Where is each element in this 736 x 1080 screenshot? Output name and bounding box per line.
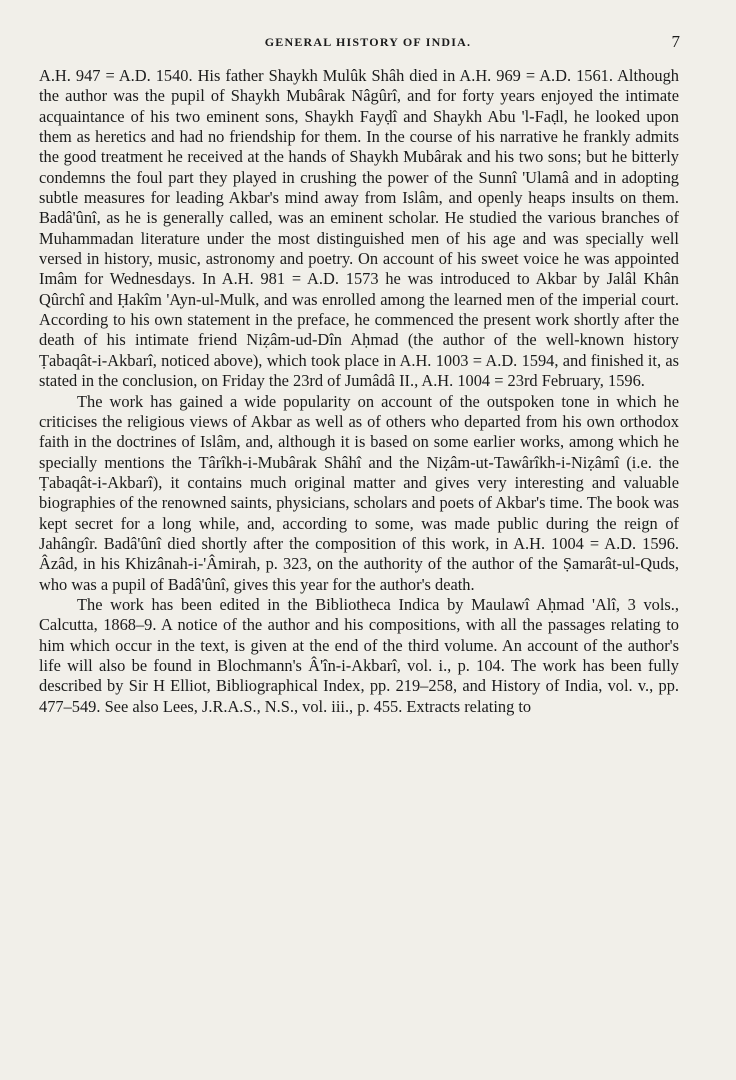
body-text xyxy=(39,66,679,717)
page-number: 7 xyxy=(671,32,680,51)
paragraph: The work has gained a wide popularity on account of the outspoken tone in which he criticises the religious views of Akbar as well as of others who departed from his own orthodox faith in the doctrines of Islâm, and, although it is based on some earlier works, among which he specially mentions the Târîkh-i-Mubârak Shâhî and the Niẓâm-ut-Tawârîkh-i-Niẓâmî (i.e. the Ṭabaqât-i-Akbarî), it contains much original matter and gives very interesting and valuable biographies of the renowned saints, physicians, scholars and poets of Akbar's time. The book was kept secret for a long while, and, according to some, was made public during the reign of Jahângîr. Badâ'ûnî died shortly after the composition of this work, in A.H. 1004 = A.D. 1596. Âzâd, in his Khizânah-i-'Âmirah, p. 323, on the authority of the author of the Ṣamarât-ul-Quds, who was a pupil of Badâ'ûnî, gives this year for the author's death. xyxy=(39,391,679,594)
page-header xyxy=(0,33,736,53)
paragraph: A.H. 947 = A.D. 1540. His father Shaykh Mulûk Shâh died in A.H. 969 = A.D. 1561. Although the author was the pupil of Shaykh Mubârak Nâgûrî, and for forty years enjoyed the intimate acquaintance of his two eminent sons, Shaykh Fayḍî and Shaykh Abu 'l-Faḍl, he looked upon them as heretics and had no friendship for them. In the course of his narrative he frankly admits the good treatment he received at the hands of Shaykh Mubârak and his two sons; but he bitterly condemns the foul part they played in crushing the power of the Sunnî 'Ulamâ and in adopting subtle measures for leading Akbar's mind away from Islâm, and openly heaps insults on them. Badâ'ûnî, as he is generally called, was an eminent scholar. He studied the various branches of Muhammadan literature under the most distinguished men of his age and was specially well versed in history, music, astronomy and poetry. On account of his sweet voice he was appointed Imâm for Wednesdays. In A.H. 981 = A.D. 1573 he was introduced to Akbar by Jalâl Khân Qûrchî and Ḥakîm 'Ayn-ul-Mulk, and was enrolled among the learned men of the imperial court. According to his own statement in the preface, he commenced the present work shortly after the death of his intimate friend Niẓâm-ud-Dîn Aḥmad (the author of the well-known history Ṭabaqât-i-Akbarî, noticed above), which took place in A.H. 1003 = A.D. 1594, and finished it, as stated in the conclusion, on Friday the 23rd of Jumâdâ II., A.H. 1004 = 23rd February, 1596. xyxy=(39,66,679,391)
running-title: GENERAL HISTORY OF INDIA. xyxy=(264,35,472,49)
paragraph: The work has been edited in the Bibliotheca Indica by Maulawî Aḥmad 'Alî, 3 vols., Calcutta, 1868–9. A notice of the author and his compositions, with all the passages relating to him which occur in the text, is given at the end of the third volume. An account of the author's life will also be found in Blochmann's Â'în-i-Akbarî, vol. i., p. 104. The work has been fully described by Sir H Elliot, Bibliographical Index, pp. 219–258, and History of India, vol. v., pp. 477–549. See also Lees, J.R.A.S., N.S., vol. iii., p. 455. Extracts relating to xyxy=(39,594,679,716)
